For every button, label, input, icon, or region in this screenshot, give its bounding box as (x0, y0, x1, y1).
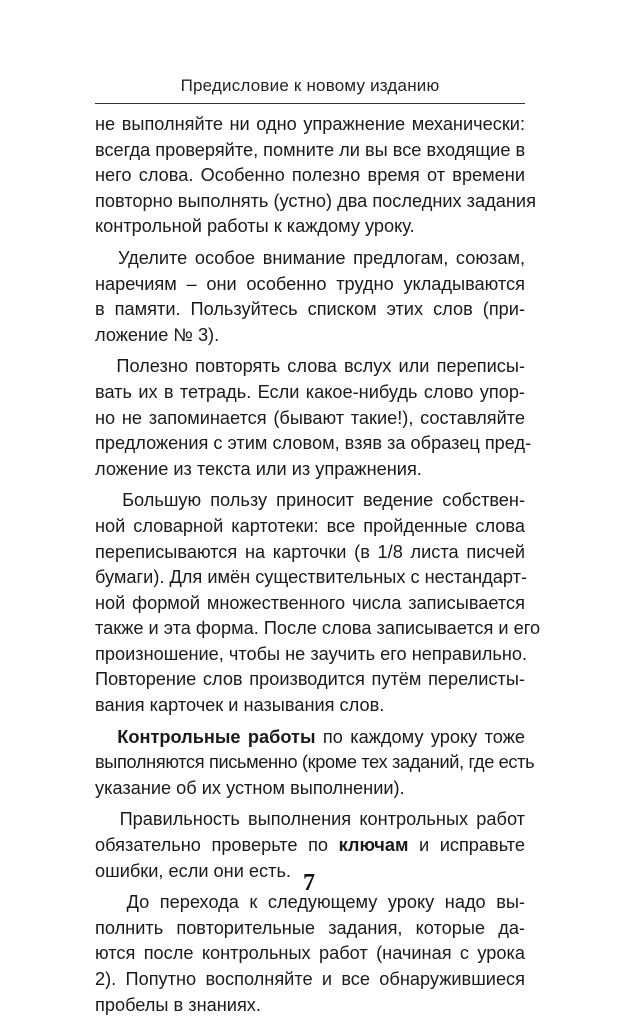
paragraph (95, 488, 541, 718)
text-line: выполняются письменно (кроме тех заданий, где есть (95, 752, 535, 773)
header-rule (95, 103, 525, 104)
paragraph (95, 890, 525, 1018)
text-run: по каждому уроку тоже (315, 726, 525, 747)
text-line: Уделите особое внимание предлогам, союзам, (95, 247, 525, 268)
text-line: Правильность выполнения контрольных работ (95, 809, 525, 830)
text-line: пробелы в знаниях. (95, 994, 261, 1015)
text-run: обязательно проверьте по (95, 835, 339, 856)
text-line: Большую пользу приносит ведение собствен- (95, 490, 525, 511)
text-line: Повторение слов производится путём перелисты- (95, 669, 525, 690)
text-line: всегда проверяйте, помните ли вы все входящие в (95, 139, 526, 160)
text-line: него слова. Особенно полезно время от времени (95, 165, 525, 186)
text-line: ной формой множественного числа записывается (95, 592, 525, 613)
text-line: контрольной работы к каждому уроку. (95, 216, 415, 237)
text-line: также и эта форма. После слова записывается и его (95, 618, 541, 639)
paragraph (95, 354, 532, 482)
text-line: вать их в тетрадь. Если какое-нибудь слово упор- (95, 381, 525, 402)
text-line: наречиям – они особенно трудно укладываются (95, 273, 525, 294)
text-line: предложения с этим словом, взяв за образец пред- (95, 433, 532, 454)
bold-term: ключам (338, 835, 409, 856)
text-line: указание об их устном выполнении). (95, 777, 405, 798)
paragraph (95, 246, 525, 348)
text-line: До перехода к следующему уроку надо вы- (95, 892, 525, 913)
text-line: ются после контрольных работ (начиная с урока (95, 943, 525, 964)
text-line: произношение, чтобы не заучить его неправильно. (95, 643, 528, 664)
text-line: полнить повторительные задания, которые да- (95, 917, 525, 938)
page-number: 7 (303, 870, 315, 896)
paragraph (95, 112, 536, 240)
text-line: повторно выполнять (устно) два последних задания (95, 190, 536, 211)
text-line (95, 725, 525, 751)
text-line: ложение из текста или из упражнения. (95, 458, 422, 479)
text-line: не выполняйте ни одно упражнение механически: (95, 114, 525, 134)
text-line: 2). Попутно восполняйте и все обнаружившиеся (95, 969, 525, 989)
text-line: бумаги). Для имён существительных с нестандарт- (95, 567, 527, 588)
text-line: Полезно повторять слова вслух или переписы- (95, 356, 525, 377)
text-line: в памяти. Пользуйтесь списком этих слов (при- (95, 299, 525, 320)
bold-term: Контрольные работы (117, 726, 316, 747)
text-line: ной словарной картотеки: все пройденные слова (95, 515, 525, 536)
text-line: но не запоминается (бывают такие!), составляйте (95, 407, 525, 428)
text-line: ложение № 3). (95, 324, 220, 345)
text-run: и исправьте (408, 835, 525, 856)
paragraph (95, 725, 535, 802)
text-line (95, 833, 525, 859)
text-line: вания карточек и называния слов. (95, 695, 385, 716)
text-run (95, 727, 117, 747)
running-header: Предисловие к новому изданию (180, 76, 440, 95)
text-line: ошибки, если они есть. (95, 860, 291, 881)
text-line: переписываются на карточки (в 1/8 листа писчей (95, 541, 525, 562)
